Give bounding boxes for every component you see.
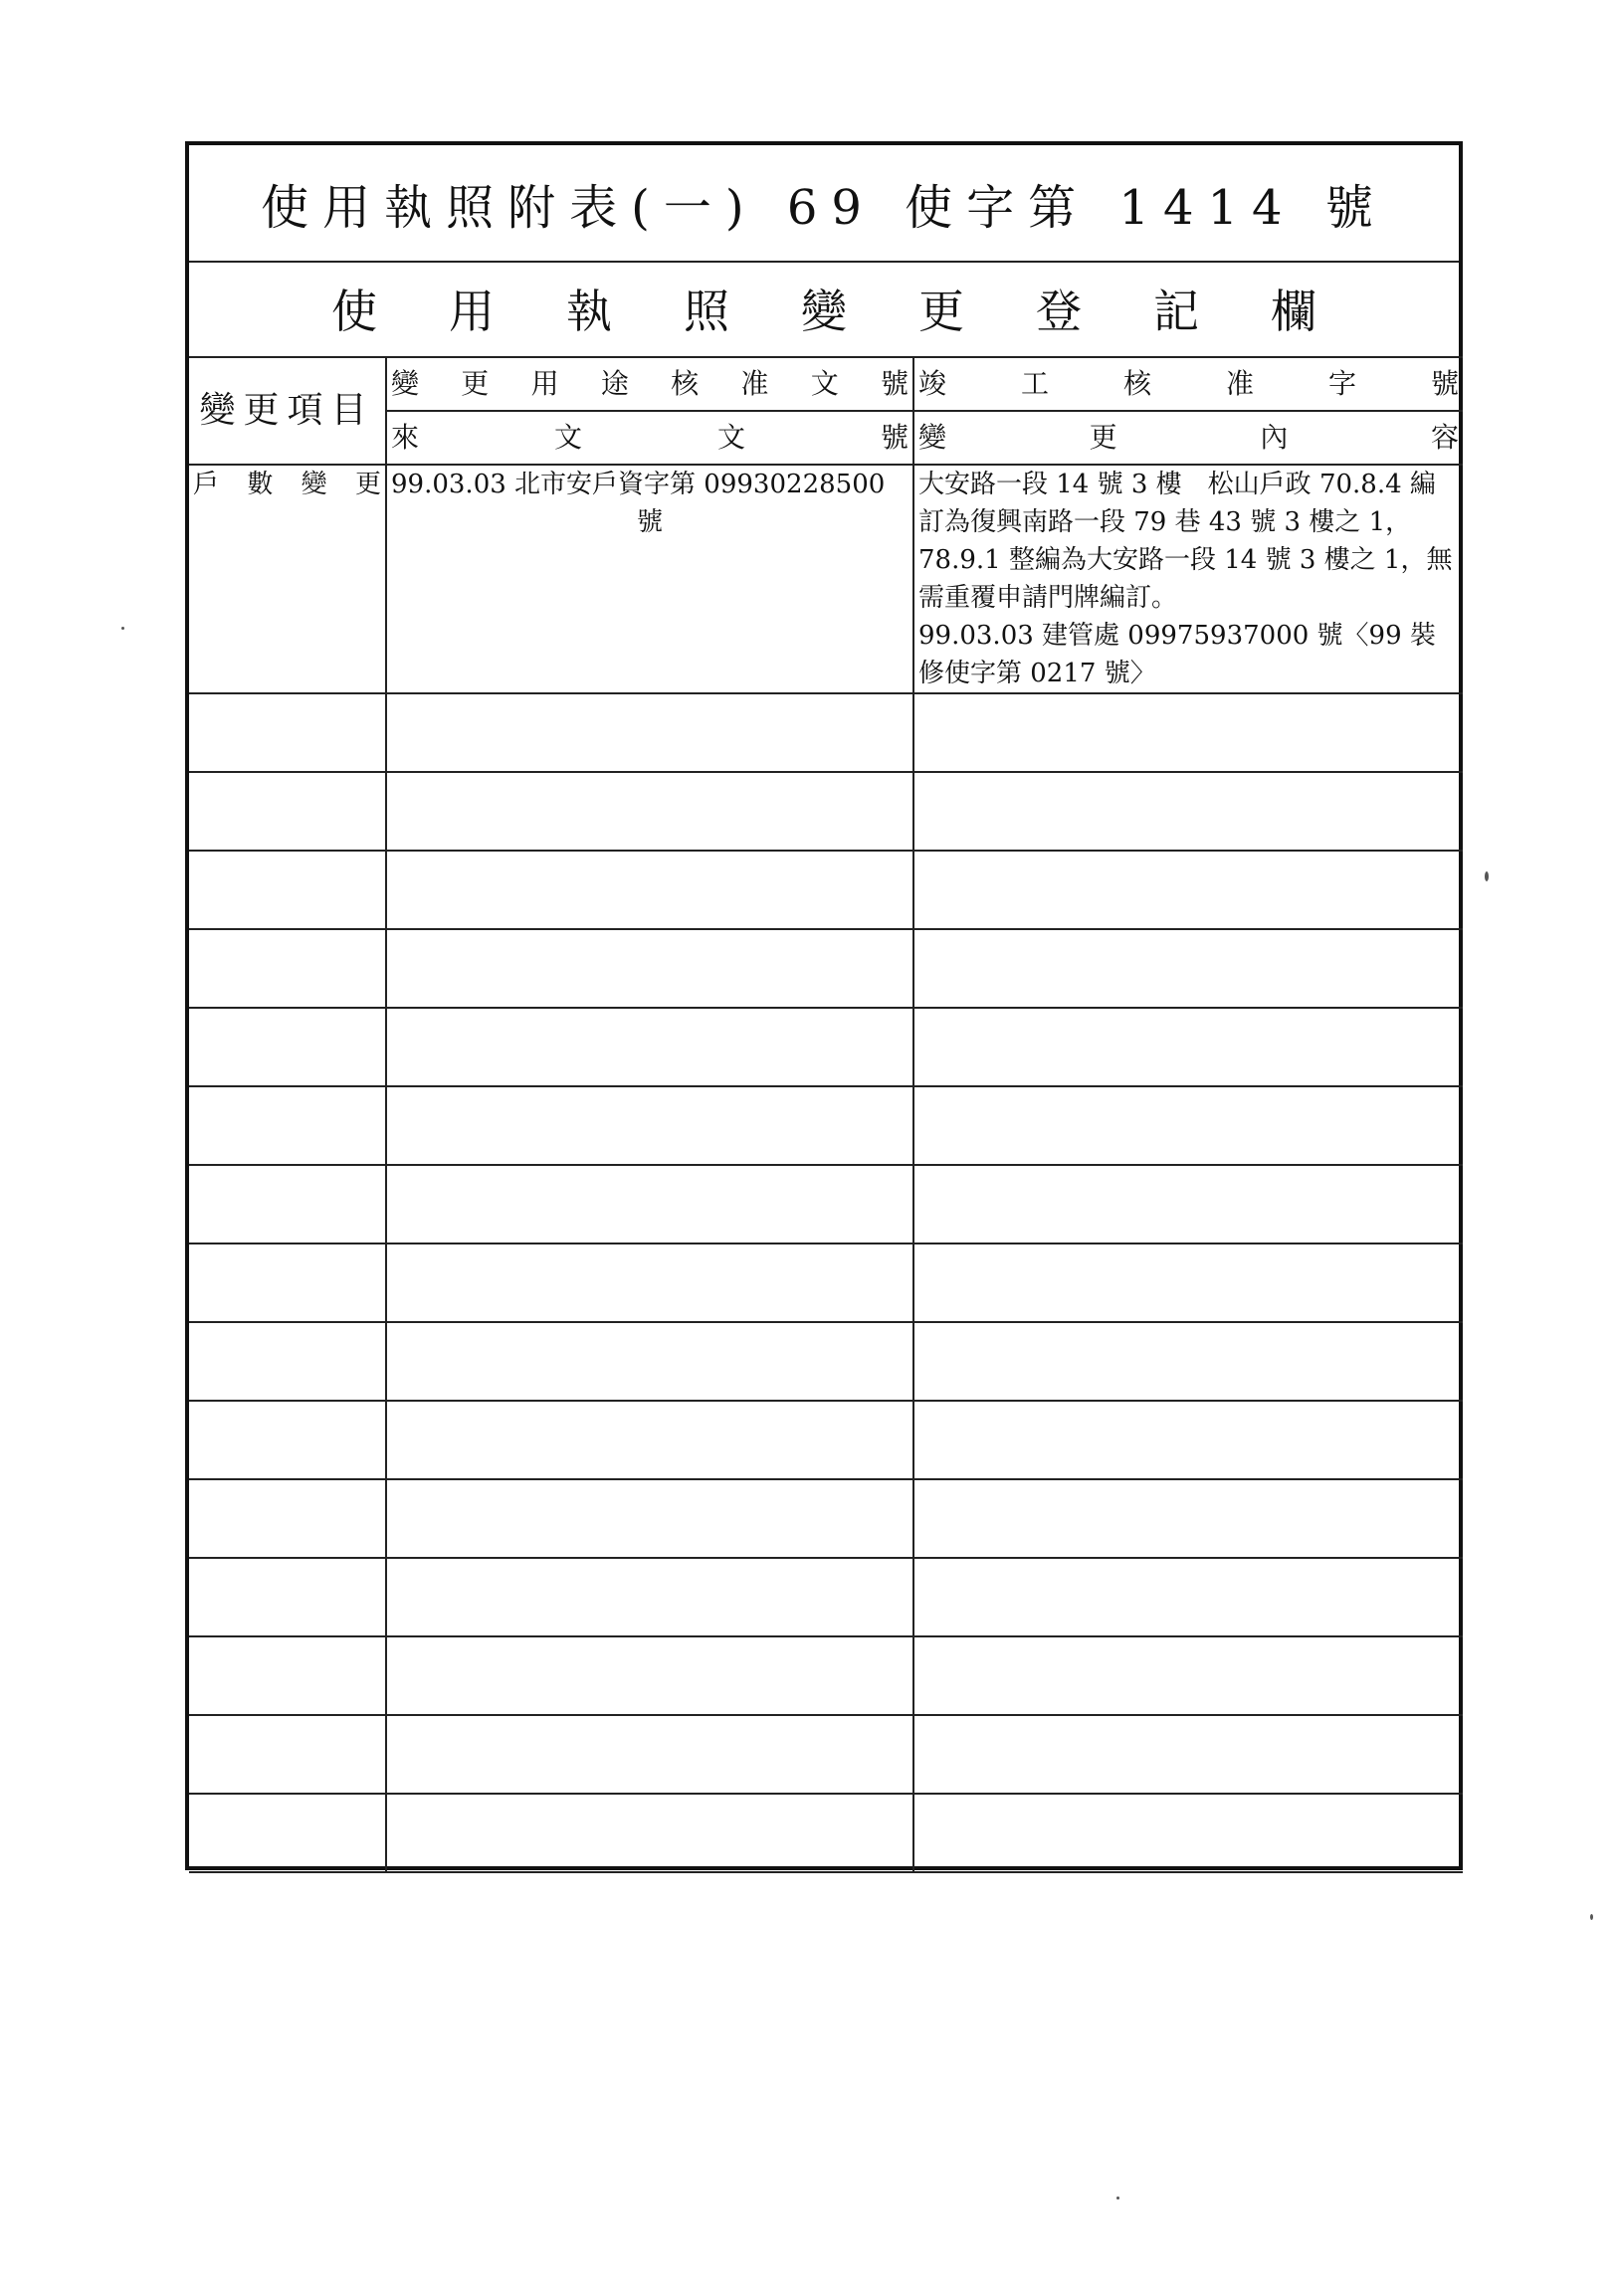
cell-change-item bbox=[189, 1558, 386, 1636]
header-change-item: 變更項目 bbox=[189, 357, 386, 465]
table-row bbox=[189, 1401, 1463, 1479]
cell-doc-no bbox=[386, 1244, 913, 1322]
table-row bbox=[189, 1558, 1463, 1636]
header-change-content: 變更內容 bbox=[913, 411, 1463, 465]
cell-change-item bbox=[189, 1401, 386, 1479]
cell-doc-no bbox=[386, 851, 913, 929]
table-row bbox=[189, 1008, 1463, 1086]
cell-doc-no bbox=[386, 1715, 913, 1794]
form-subtitle-row bbox=[189, 261, 1459, 358]
scan-speck bbox=[121, 627, 124, 630]
cell-change-content bbox=[913, 1636, 1463, 1715]
cell-change-content bbox=[913, 851, 1463, 929]
cell-change-item bbox=[189, 1322, 386, 1401]
change-content-text: 大安路一段 14 號 3 樓 松山戶政 70.8.4 編訂為復興南路一段 79 巷 43 號 3 樓之 1，78.9.1 整編為大安路一段 14 號 3 樓之 1，無需重覆申請門牌編訂。 bbox=[918, 470, 1453, 613]
header-approval-doc-no: 變更用途核准文號 bbox=[386, 357, 913, 411]
cell-doc-no bbox=[386, 1558, 913, 1636]
cell-doc-no bbox=[386, 693, 913, 772]
table-row bbox=[189, 772, 1463, 851]
cell-doc-no bbox=[386, 1479, 913, 1558]
table-row bbox=[189, 1086, 1463, 1165]
cell-change-item bbox=[189, 772, 386, 851]
cell-change-content bbox=[913, 1244, 1463, 1322]
cell-change-item bbox=[189, 851, 386, 929]
table-row bbox=[189, 1322, 1463, 1401]
cell-change-item bbox=[189, 465, 386, 693]
form-subtitle: 使用執照變更登記欄 bbox=[331, 285, 1388, 338]
cell-doc-no bbox=[386, 1086, 913, 1165]
cell-change-item bbox=[189, 1636, 386, 1715]
cell-change-content bbox=[913, 1479, 1463, 1558]
doc-no-suffix: 號 bbox=[636, 507, 663, 537]
cell-change-content bbox=[913, 1401, 1463, 1479]
scan-speck bbox=[1116, 2197, 1119, 2200]
table-row bbox=[189, 1794, 1463, 1872]
cell-change-content bbox=[913, 1794, 1463, 1872]
doc-no-text: 99.03.03 北市安戶資字第 09930228500 bbox=[391, 470, 886, 499]
form-title: 使用執照附表(一) 69 使字第 1414 號 bbox=[261, 179, 1387, 236]
cell-change-item bbox=[189, 1715, 386, 1794]
cell-change-item bbox=[189, 1086, 386, 1165]
scan-speck bbox=[1485, 871, 1489, 881]
license-form bbox=[185, 141, 1463, 1870]
cell-change-item bbox=[189, 1479, 386, 1558]
cell-doc-no bbox=[386, 1008, 913, 1086]
cell-change-item bbox=[189, 1244, 386, 1322]
change-item-text: 戶數變更 bbox=[193, 470, 381, 499]
cell-doc-no bbox=[386, 1636, 913, 1715]
scan-speck bbox=[1590, 1914, 1593, 1920]
cell-doc-no bbox=[386, 465, 913, 693]
cell-doc-no bbox=[386, 1322, 913, 1401]
cell-doc-no bbox=[386, 1401, 913, 1479]
header-incoming-doc-no: 來文文號 bbox=[386, 411, 913, 465]
cell-change-item bbox=[189, 1794, 386, 1872]
table-row bbox=[189, 851, 1463, 929]
change-registry-table bbox=[189, 356, 1463, 1873]
cell-doc-no bbox=[386, 772, 913, 851]
cell-change-content bbox=[913, 693, 1463, 772]
table-row bbox=[189, 1715, 1463, 1794]
cell-change-content bbox=[913, 772, 1463, 851]
header-row-1 bbox=[189, 357, 1463, 411]
form-title-row bbox=[189, 145, 1459, 263]
cell-doc-no bbox=[386, 1165, 913, 1244]
cell-change-content bbox=[913, 1086, 1463, 1165]
table-row bbox=[189, 1244, 1463, 1322]
cell-doc-no bbox=[386, 929, 913, 1008]
table-row bbox=[189, 929, 1463, 1008]
header-completion-no: 竣工核准字號 bbox=[913, 357, 1463, 411]
cell-change-content bbox=[913, 465, 1463, 693]
cell-change-content bbox=[913, 1165, 1463, 1244]
cell-change-content bbox=[913, 1322, 1463, 1401]
table-row bbox=[189, 1165, 1463, 1244]
table-row bbox=[189, 693, 1463, 772]
cell-change-item bbox=[189, 1165, 386, 1244]
table-row bbox=[189, 1479, 1463, 1558]
cell-change-item bbox=[189, 929, 386, 1008]
cell-change-content bbox=[913, 1558, 1463, 1636]
table-row bbox=[189, 465, 1463, 693]
cell-change-content bbox=[913, 929, 1463, 1008]
cell-change-content bbox=[913, 1008, 1463, 1086]
table-row bbox=[189, 1636, 1463, 1715]
cell-doc-no bbox=[386, 1794, 913, 1872]
change-content-note: 99.03.03 建管處 09975937000 號〈99 裝修使字第 0217 號〉 bbox=[918, 621, 1436, 688]
cell-change-item bbox=[189, 693, 386, 772]
cell-change-item bbox=[189, 1008, 386, 1086]
cell-change-content bbox=[913, 1715, 1463, 1794]
